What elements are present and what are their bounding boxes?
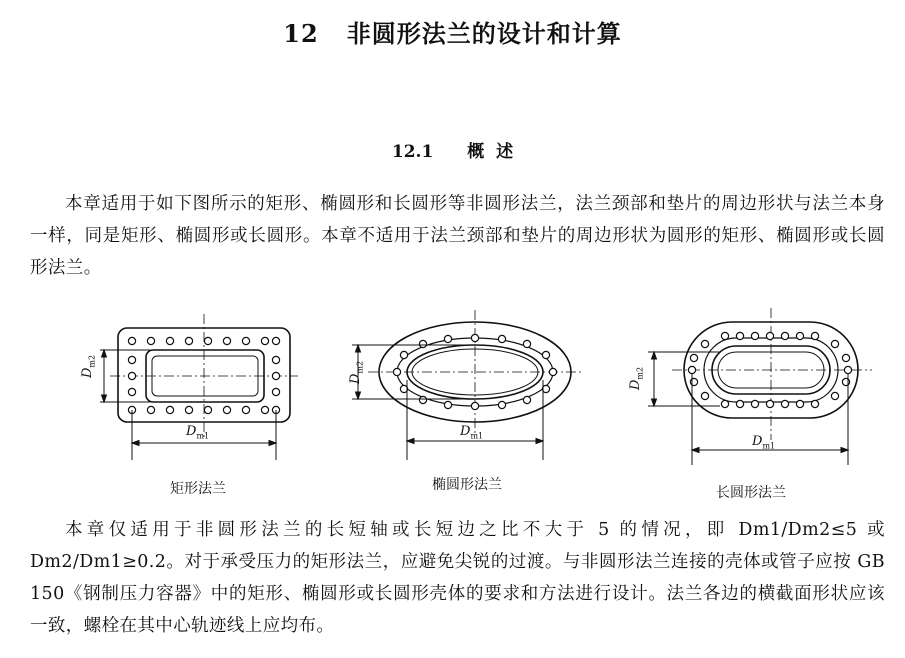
caption-rectangular: 矩形法兰 <box>170 481 226 497</box>
section-title <box>0 137 905 162</box>
caption-oblong: 长圆形法兰 <box>716 485 786 501</box>
dim-dm1-rect: $D_{m1}$ <box>186 424 210 441</box>
dim-dm2-oblong: $D_{m2}$ <box>628 366 645 390</box>
chapter-title-text: 非圆形法兰的设计和计算 <box>346 19 622 48</box>
paragraph-scope: 本章仅适用于非圆形法兰的长短轴或长短边之比不大于 5 的情况，即 Dm1/Dm2≤5 或 Dm2/Dm1≥0.2。对于承受压力的矩形法兰，应避免尖锐的过渡。与非圆形法兰连接的壳体或管子应按 GB 150《钢制压力容器》中的矩形、椭圆形或长圆形壳体的要求和方法进行设计。法兰各边的横截面形状应该一致，螺栓在其中心轨迹线上应均布。 <box>30 520 885 636</box>
chapter-number: 12 <box>283 19 319 48</box>
paragraph-intro: 本章适用于如下图所示的矩形、椭圆形和长圆形等非圆形法兰，法兰颈部和垫片的周边形状与法兰本身一样，同是矩形、椭圆形或长圆形。本章不适用于法兰颈部和垫片的周边形状为圆形的矩形、椭圆形或长圆形法兰。 <box>30 194 885 278</box>
dim-dm2-ellipse: $D_{m2}$ <box>348 360 365 384</box>
rectangular-flange-figure <box>60 300 310 475</box>
caption-elliptical: 椭圆形法兰 <box>432 477 502 493</box>
section-title-text: 概 述 <box>467 142 514 162</box>
dim-dm2-rect: $D_{m2}$ <box>80 354 97 378</box>
elliptical-flange-figure <box>340 300 590 475</box>
chapter-title <box>0 14 905 49</box>
dim-dm1-oblong: $D_{m1}$ <box>752 434 776 451</box>
oblong-flange-figure <box>620 300 880 475</box>
section-number: 12.1 <box>391 142 434 162</box>
dim-dm1-ellipse: $D_{m1}$ <box>460 424 484 441</box>
